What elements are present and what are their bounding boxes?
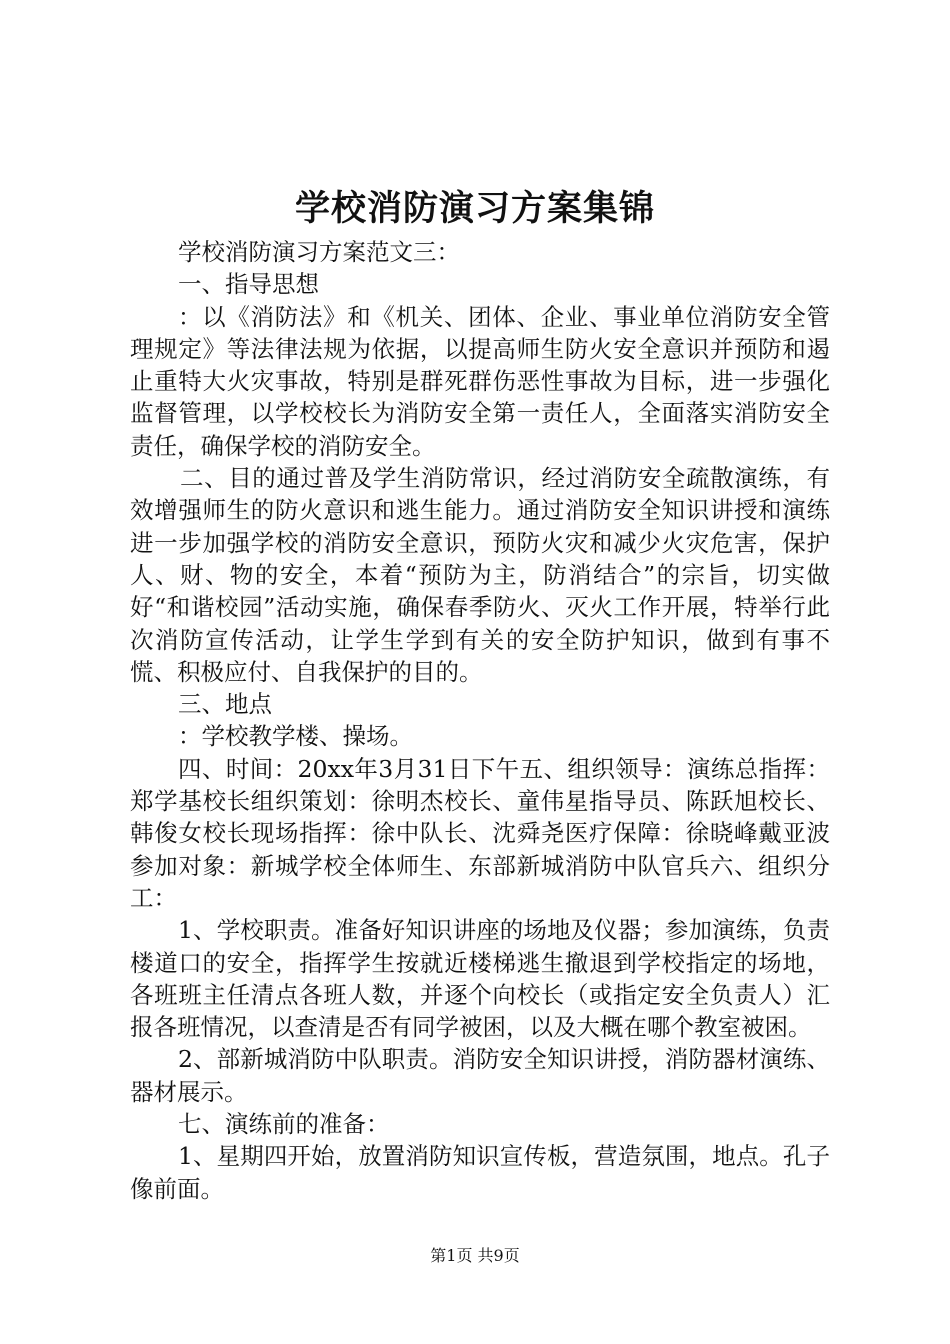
paragraph-purpose: 二、目的通过普及学生消防常识，经过消防安全疏散演练，有效增强师生的防火意识和逃生能力。通过消防安全知识讲授和演练进一步加强学校的消防安全意识，预防火灾和减少火灾危害，保护人、财、物的安全，本着“预防为主，防消结合”的宗旨，切实做好“和谐校园”活动实施，确保春季防火、灭火工作开展，特举行此次消防宣传活动，让学生学到有关的安全防护知识，做到有事不慌、积极应付、自我保护的目的。 (130, 464, 830, 686)
paragraph-guiding-principle: ：以《消防法》和《机关、团体、企业、事业单位消防安全管理规定》等法律法规为依据，以提高师生防火安全意识并预防和遏止重特大火灾事故，特别是群死群伤恶性事故为目标，进一步强化监督管理，以学校校长为消防安全第一责任人，全面落实消防安全责任，确保学校的消防安全。 (130, 302, 830, 460)
paragraph-time-organization: 四、时间：20xx年3月31日下午五、组织领导：演练总指挥：郑学基校长组织策划：徐明杰校长、童伟星指导员、陈跃旭校长、韩俊女校长现场指挥：徐中队长、沈舜尧医疗保障：徐晓峰戴亚波参加对象：新城学校全体师生、东部新城消防中队官兵六、组织分工： (130, 754, 830, 912)
document-title: 学校消防演习方案集锦 (294, 188, 655, 229)
heading-preparation: 七、演练前的准备： (178, 1110, 390, 1139)
document-body (130, 236, 830, 1205)
heading-location: 三、地点 (178, 690, 272, 719)
paragraph-location: ：学校教学楼、操场。 (178, 722, 413, 751)
heading-guiding-principle: 一、指导思想 (178, 270, 319, 299)
paragraph-fire-brigade-duties: 2、部新城消防中队职责。消防安全知识讲授，消防器材演练、器材展示。 (130, 1045, 830, 1106)
page-number-footer: 第1页 共9页 (430, 1246, 520, 1265)
paragraph-school-duties: 1、学校职责。准备好知识讲座的场地及仪器；参加演练，负责楼道口的安全，指挥学生按就近楼梯逃生撤退到学校指定的场地，各班班主任清点各班人数，并逐个向校长（或指定安全负责人）汇报各班情况，以查清是否有同学被困，以及大概在哪个教室被困。 (130, 916, 830, 1042)
paragraph-preparation-1: 1、星期四开始，放置消防知识宣传板，营造氛围，地点。孔子像前面。 (130, 1142, 830, 1203)
paragraph-intro: 学校消防演习方案范文三： (178, 238, 460, 266)
